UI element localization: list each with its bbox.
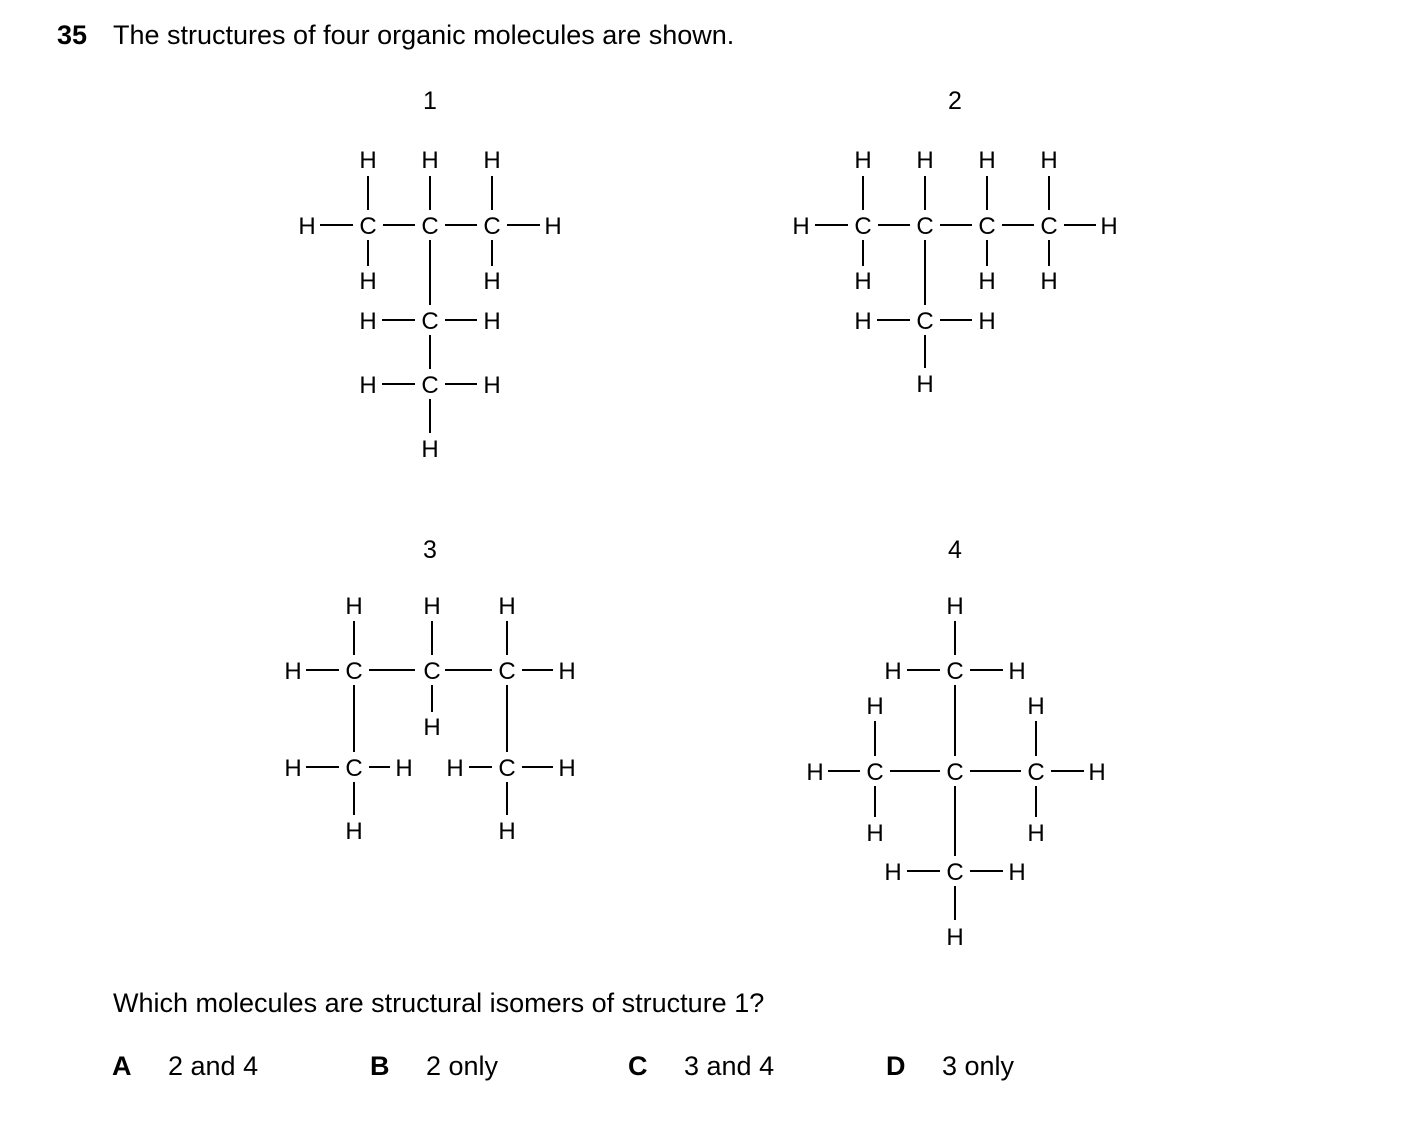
hydrogen-atom: H (558, 658, 576, 685)
hydrogen-atom: H (483, 147, 501, 174)
hydrogen-atom: H (421, 147, 439, 174)
hydrogen-atom: H (483, 268, 501, 295)
option-text: 2 and 4 (168, 1051, 259, 1081)
hydrogen-atom: H (446, 755, 464, 782)
hydrogen-atom: H (854, 308, 872, 335)
hydrogen-atom: H (345, 593, 363, 620)
option-letter: B (370, 1051, 390, 1081)
structure-label-3: 3 (423, 536, 437, 564)
hydrogen-atom: H (558, 755, 576, 782)
carbon-atom: C (1027, 759, 1045, 786)
structure-label-4: 4 (948, 536, 962, 564)
carbon-atom: C (498, 755, 516, 782)
hydrogen-atom: H (1100, 213, 1118, 240)
hydrogen-atom: H (916, 147, 934, 174)
carbon-atom: C (946, 759, 964, 786)
option-letter: C (628, 1051, 648, 1081)
hydrogen-atom: H (1008, 859, 1026, 886)
hydrogen-atom: H (345, 818, 363, 845)
hydrogen-atom: H (1008, 658, 1026, 685)
option-text: 3 only (942, 1051, 1015, 1081)
carbon-atom: C (1040, 213, 1058, 240)
carbon-atom: C (423, 658, 441, 685)
structure-label-1: 1 (423, 87, 437, 115)
hydrogen-atom: H (498, 593, 516, 620)
hydrogen-atom: H (421, 436, 439, 463)
hydrogen-atom: H (946, 593, 964, 620)
hydrogen-atom: H (359, 308, 377, 335)
hydrogen-atom: H (483, 372, 501, 399)
hydrogen-atom: H (854, 268, 872, 295)
hydrogen-atom: H (854, 147, 872, 174)
structure-3 (284, 536, 575, 845)
carbon-atom: C (421, 308, 439, 335)
hydrogen-atom: H (359, 147, 377, 174)
hydrogen-atom: H (298, 213, 316, 240)
hydrogen-atom: H (866, 820, 884, 847)
hydrogen-atom: H (946, 924, 964, 951)
carbon-atom: C (866, 759, 884, 786)
hydrogen-atom: H (978, 268, 996, 295)
hydrogen-atom: H (359, 268, 377, 295)
structure-label-2: 2 (948, 87, 962, 115)
hydrogen-atom: H (916, 371, 934, 398)
structure-2 (792, 87, 1117, 398)
carbon-atom: C (359, 213, 377, 240)
carbon-atom: C (854, 213, 872, 240)
carbon-atom: C (421, 213, 439, 240)
question-prompt: Which molecules are structural isomers of structure 1? (113, 988, 765, 1018)
question-number: 35 (57, 20, 88, 50)
hydrogen-atom: H (1027, 820, 1045, 847)
hydrogen-atom: H (1040, 268, 1058, 295)
carbon-atom: C (483, 213, 501, 240)
option-text: 2 only (426, 1051, 499, 1081)
hydrogen-atom: H (1027, 693, 1045, 720)
hydrogen-atom: H (483, 308, 501, 335)
option-text: 3 and 4 (684, 1051, 775, 1081)
hydrogen-atom: H (806, 759, 824, 786)
hydrogen-atom: H (978, 308, 996, 335)
carbon-atom: C (978, 213, 996, 240)
hydrogen-atom: H (284, 755, 302, 782)
atoms (792, 147, 1117, 398)
carbon-atom: C (345, 755, 363, 782)
hydrogen-atom: H (792, 213, 810, 240)
carbon-atom: C (946, 859, 964, 886)
carbon-atom: C (916, 308, 934, 335)
hydrogen-atom: H (284, 658, 302, 685)
carbon-atom: C (345, 658, 363, 685)
hydrogen-atom: H (423, 593, 441, 620)
question-stem: The structures of four organic molecules are shown. (113, 20, 735, 50)
structure-1 (298, 87, 561, 463)
hydrogen-atom: H (359, 372, 377, 399)
hydrogen-atom: H (884, 658, 902, 685)
hydrogen-atom: H (978, 147, 996, 174)
option-letter: A (112, 1051, 132, 1081)
hydrogen-atom: H (498, 818, 516, 845)
hydrogen-atom: H (866, 693, 884, 720)
hydrogen-atom: H (1088, 759, 1106, 786)
option-letter: D (886, 1051, 906, 1081)
carbon-atom: C (421, 372, 439, 399)
hydrogen-atom: H (423, 714, 441, 741)
carbon-atom: C (946, 658, 964, 685)
structure-4 (806, 536, 1105, 951)
hydrogen-atom: H (395, 755, 413, 782)
carbon-atom: C (916, 213, 934, 240)
hydrogen-atom: H (884, 859, 902, 886)
hydrogen-atom: H (544, 213, 562, 240)
carbon-atom: C (498, 658, 516, 685)
hydrogen-atom: H (1040, 147, 1058, 174)
atoms (284, 593, 575, 845)
